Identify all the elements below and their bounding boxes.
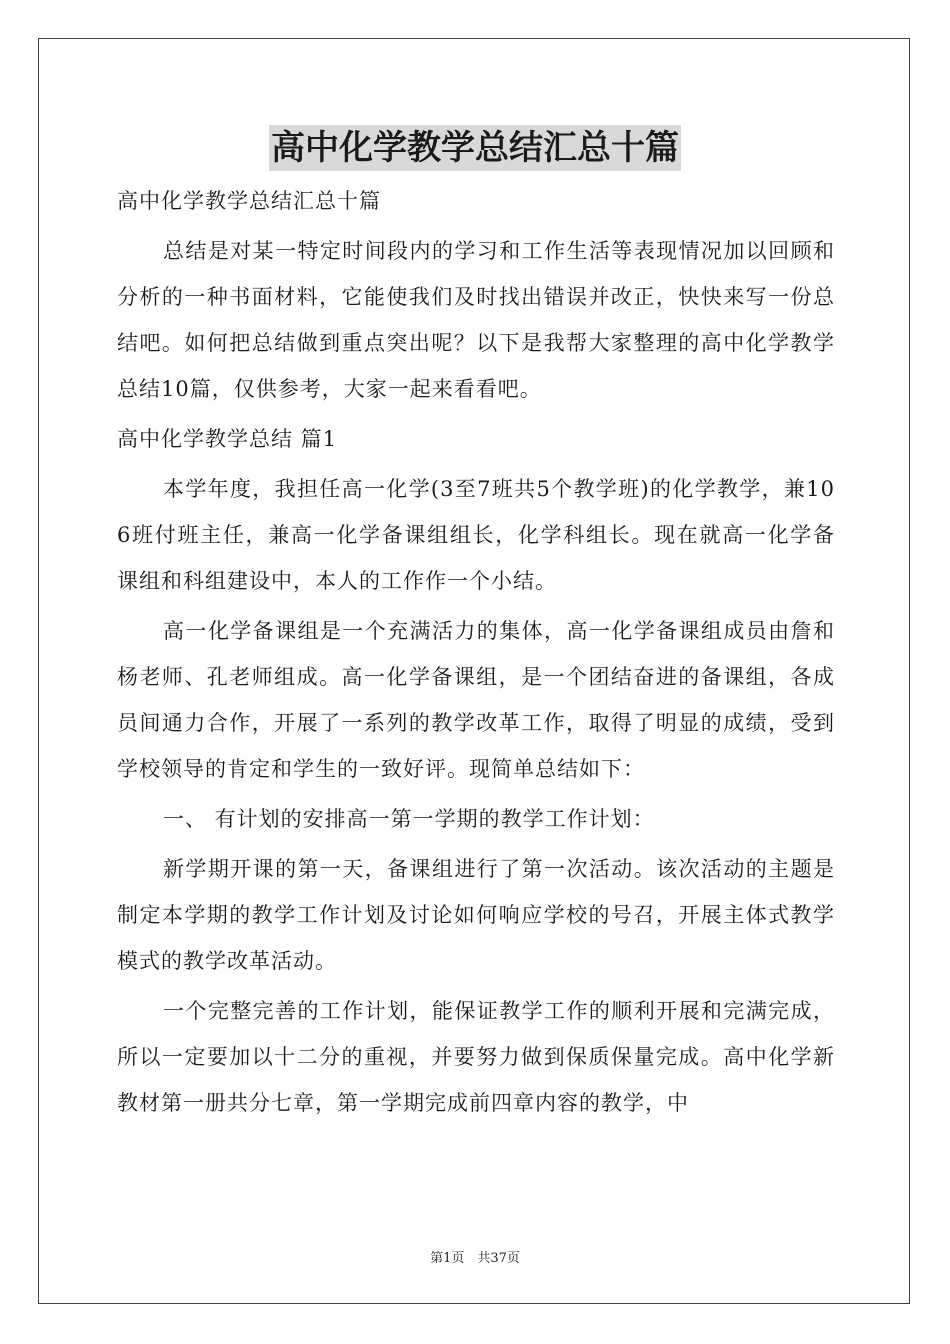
document-title: 高中化学教学总结汇总十篇: [269, 125, 681, 171]
subtitle-line: 高中化学教学总结汇总十篇: [117, 189, 381, 213]
document-body: [117, 178, 835, 1130]
body-paragraph: 本学年度，我担任高一化学(3至7班共5个教学班)的化学教学，兼106班付班主任，兼高一化学备课组组长，化学科组长。现在就高一化学备课组和科组建设中，本人的工作作一个小结。: [117, 477, 835, 593]
body-paragraph: 一个完整完善的工作计划，能保证教学工作的顺利开展和完满完成，所以一定要加以十二分的重视，并要努力做到保质保量完成。高中化学新教材第一册共分七章，第一学期完成前四章内容的教学，中: [117, 999, 835, 1115]
numbered-heading: 一、 有计划的安排高一第一学期的教学工作计划：: [163, 807, 655, 831]
body-paragraph: 高一化学备课组是一个充满活力的集体，高一化学备课组成员由詹和杨老师、孔老师组成。高一化学备课组，是一个团结奋进的备课组，各成员间通力合作，开展了一系列的教学改革工作，取得了明显的成绩，受到学校领导的肯定和学生的一致好评。现简单总结如下：: [117, 619, 835, 781]
title-container: [0, 125, 950, 171]
section-heading: 高中化学教学总结 篇1: [117, 427, 338, 451]
body-paragraph: 新学期开课的第一天，备课组进行了第一次活动。该次活动的主题是制定本学期的教学工作计划及讨论如何响应学校的号召，开展主体式教学模式的教学改革活动。: [117, 857, 835, 973]
page-number-footer: 第1页 共37页: [430, 1251, 520, 1266]
intro-paragraph: 总结是对某一特定时间段内的学习和工作生活等表现情况加以回顾和分析的一种书面材料，它能使我们及时找出错误并改正，快快来写一份总结吧。如何把总结做到重点突出呢？以下是我帮大家整理的高中化学教学总结10篇，仅供参考，大家一起来看看吧。: [117, 239, 835, 401]
